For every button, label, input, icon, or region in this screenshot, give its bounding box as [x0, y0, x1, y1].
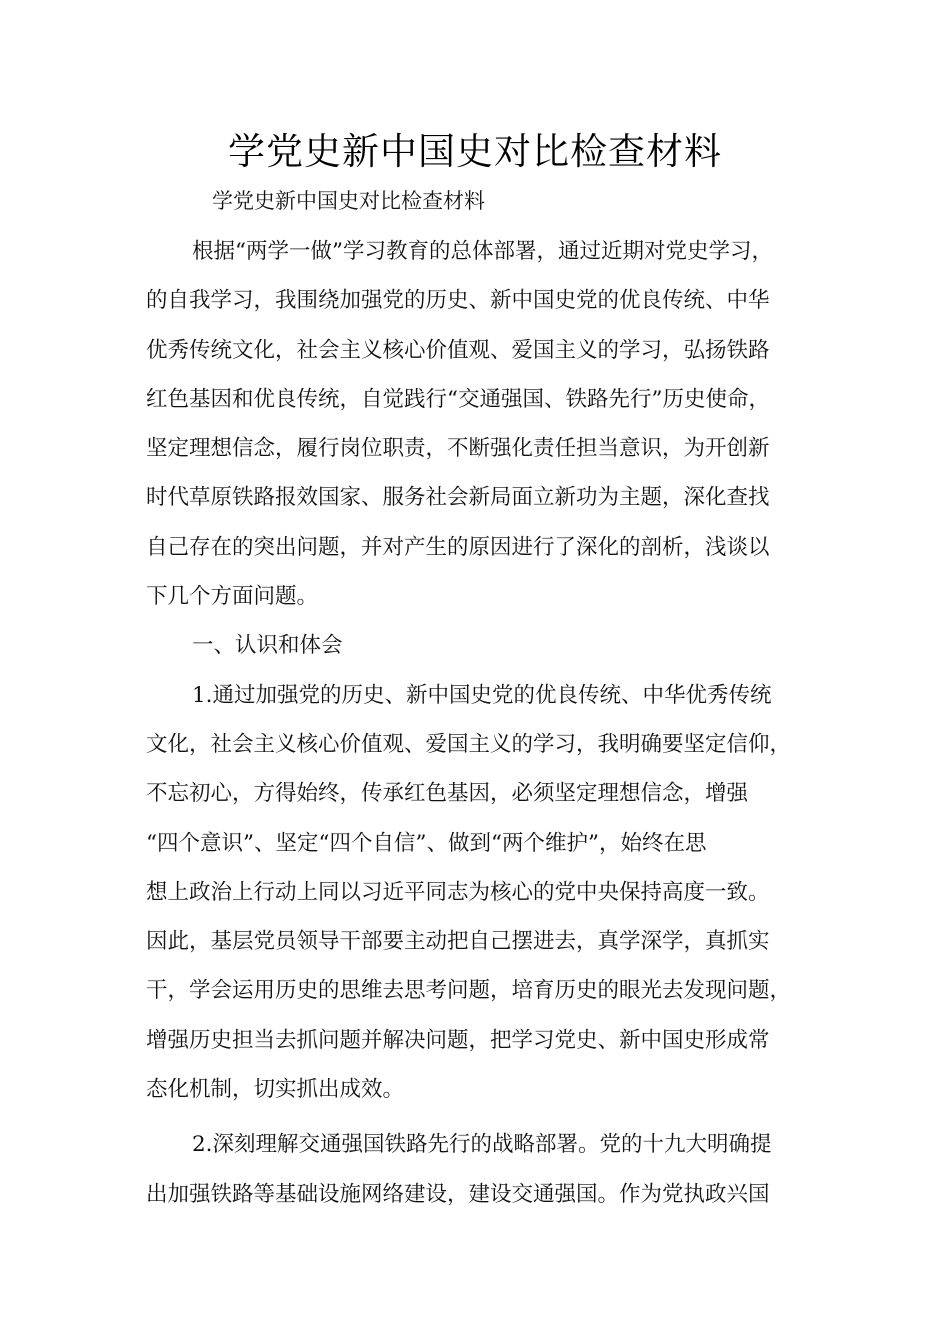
text-line: “四个意识”、坚定“四个自信”、做到“两个维护”，始终在思: [146, 830, 707, 856]
text-line: 想上政治上行动上同以习近平同志为核心的党中央保持高度一致。: [146, 879, 770, 905]
text-line: 1.通过加强党的历史、新中国史党的优良传统、中华优秀传统: [192, 682, 772, 708]
text-line: 坚定理想信念，履行岗位职责，不断强化责任担当意识，为开创新: [146, 436, 770, 462]
text-line: 自己存在的突出问题，并对产生的原因进行了深化的剖析，浅谈以: [146, 534, 770, 560]
text-line: 文化，社会主义核心价值观、爱国主义的学习，我明确要坚定信仰，: [146, 731, 792, 757]
document-title: 学党史新中国史对比检查材料: [228, 130, 722, 173]
text-line: 下几个方面问题。: [146, 584, 319, 610]
document-subtitle: 学党史新中国史对比检查材料: [212, 189, 485, 213]
text-line: 出加强铁路等基础设施网络建设，建设交通强国。作为党执政兴国: [146, 1181, 770, 1207]
text-line: 一、认识和体会: [192, 633, 343, 659]
text-line: 优秀传统文化，社会主义核心价值观、爱国主义的学习，弘扬铁路: [146, 337, 770, 363]
text-line: 干，学会运用历史的思维去思考问题，培育历史的眼光去发现问题，: [146, 978, 792, 1004]
text-line: 不忘初心，方得始终，传承红色基因，必须坚定理想信念，增强: [146, 781, 749, 807]
text-line: 的自我学习，我围绕加强党的历史、新中国史党的优良传统、中华: [146, 288, 770, 314]
text-line: 时代草原铁路报效国家、服务社会新局面立新功为主题，深化查找: [146, 485, 770, 511]
text-line: 2.深刻理解交通强国铁路先行的战略部署。党的十九大明确提: [192, 1132, 772, 1158]
text-line: 增强历史担当去抓问题并解决问题，把学习党史、新中国史形成常: [146, 1027, 770, 1053]
text-line: 根据“两学一做”学习教育的总体部署，通过近期对党史学习，: [192, 239, 773, 264]
document-body: [146, 234, 826, 1226]
text-line: 态化机制，切实抓出成效。: [146, 1077, 405, 1103]
text-line: 因此，基层党员领导干部要主动把自己摆进去，真学深学，真抓实: [146, 929, 770, 955]
text-line: 红色基因和优良传统，自觉践行“交通强国、铁路先行”历史使命，: [146, 386, 770, 412]
